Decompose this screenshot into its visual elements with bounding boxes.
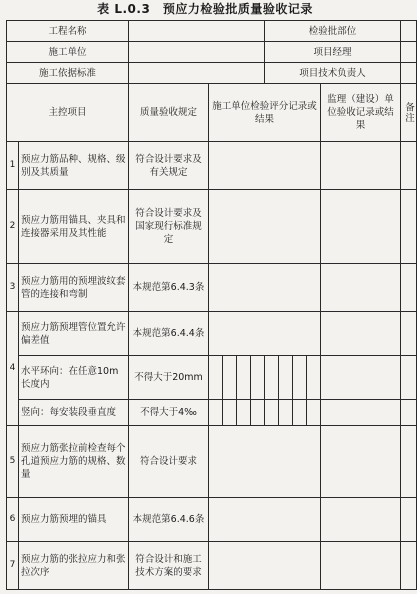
subrow-rule: 不得大于20mm	[129, 356, 209, 400]
col-supervisor-eval: 监理（建设）单位验收记录或结果	[321, 84, 401, 142]
project-name-value[interactable]	[129, 21, 265, 42]
col-remark: 备注	[401, 84, 417, 142]
row-contractor-cell[interactable]	[209, 542, 321, 590]
table-row	[7, 142, 417, 190]
construction-unit-label: 施工单位	[7, 42, 129, 63]
measure-cell[interactable]	[307, 356, 321, 400]
table-row	[7, 542, 417, 590]
measure-cell[interactable]	[279, 356, 293, 400]
row-rule: 本规范第6.4.3条	[129, 264, 209, 312]
measure-cell[interactable]	[223, 400, 237, 426]
subrow-item: 水平环向：在任意10m长度内	[19, 356, 129, 400]
measure-cell[interactable]	[237, 356, 251, 400]
table-row	[7, 264, 417, 312]
measure-cell[interactable]	[209, 356, 223, 400]
row-number: 3	[7, 264, 19, 312]
inspection-table	[6, 20, 417, 590]
row-remark-cell[interactable]	[401, 426, 417, 498]
measure-cell[interactable]	[223, 356, 237, 400]
table-title: 表 L.0.3 预应力检验批质量验收记录	[97, 2, 313, 16]
row-rule: 本规范第6.4.6条	[129, 498, 209, 542]
project-manager-label: 项目经理	[265, 42, 401, 63]
row-supervisor-cell[interactable]	[321, 400, 401, 426]
table-subrow	[7, 400, 417, 426]
measure-cell[interactable]	[265, 356, 279, 400]
row-supervisor-cell[interactable]	[321, 498, 401, 542]
row-item: 预应力筋预埋的锚具	[19, 498, 129, 542]
construction-unit-value[interactable]	[129, 42, 265, 63]
row-item: 预应力筋张拉前检查每个孔道预应力筋的规格、数量	[19, 426, 129, 498]
row-contractor-cell[interactable]	[209, 264, 321, 312]
row-supervisor-cell[interactable]	[321, 312, 401, 356]
measure-cell[interactable]	[307, 400, 321, 426]
batch-location-value[interactable]	[401, 21, 417, 42]
row-remark-cell[interactable]	[401, 542, 417, 590]
row-supervisor-cell[interactable]	[321, 190, 401, 264]
measure-cell[interactable]	[237, 400, 251, 426]
inspection-record-sheet	[6, 20, 415, 592]
row-number: 7	[7, 542, 19, 590]
row-remark-cell[interactable]	[401, 142, 417, 190]
project-manager-value[interactable]	[401, 42, 417, 63]
row-rule: 符合设计要求及有关规定	[129, 142, 209, 190]
row-remark-cell[interactable]	[401, 400, 417, 426]
row-number: 1	[7, 142, 19, 190]
measure-cell[interactable]	[251, 356, 265, 400]
row-item: 预应力筋用的预埋波纹套管的连接和弯制	[19, 264, 129, 312]
row-supervisor-cell[interactable]	[321, 356, 401, 400]
row-rule: 符合设计和施工技术方案的要求	[129, 542, 209, 590]
table-row	[7, 426, 417, 498]
measure-cell[interactable]	[209, 400, 223, 426]
row-item: 预应力筋品种、规格、级别及其质量	[19, 142, 129, 190]
standard-label: 施工依据标准	[7, 63, 129, 84]
col-main-item: 主控项目	[7, 84, 129, 142]
row-contractor-cell[interactable]	[209, 498, 321, 542]
row-number: 6	[7, 498, 19, 542]
row-remark-cell[interactable]	[401, 190, 417, 264]
measure-cell[interactable]	[293, 400, 307, 426]
row-remark-cell[interactable]	[401, 498, 417, 542]
row-rule: 符合设计要求	[129, 426, 209, 498]
measure-cell[interactable]	[251, 400, 265, 426]
measure-cell[interactable]	[293, 356, 307, 400]
col-quality-rule: 质量验收规定	[129, 84, 209, 142]
row-supervisor-cell[interactable]	[321, 264, 401, 312]
row-item: 预应力筋的张拉应力和张拉次序	[19, 542, 129, 590]
row-supervisor-cell[interactable]	[321, 426, 401, 498]
row-contractor-cell[interactable]	[209, 426, 321, 498]
row-number: 2	[7, 190, 19, 264]
row-item: 预应力筋用锚具、夹具和连接器采用及其性能	[19, 190, 129, 264]
row-item: 预应力筋预埋管位置允许偏差值	[19, 312, 129, 356]
batch-location-label: 检验批部位	[265, 21, 401, 42]
row-supervisor-cell[interactable]	[321, 142, 401, 190]
row-remark-cell[interactable]	[401, 264, 417, 312]
row-contractor-cell[interactable]	[209, 312, 321, 356]
project-name-label: 工程名称	[7, 21, 129, 42]
subrow-item: 竖向：每安装段垂直度	[19, 400, 129, 426]
row-number: 4	[7, 312, 19, 426]
row-remark-cell[interactable]	[401, 312, 417, 356]
measure-cell[interactable]	[279, 400, 293, 426]
row-number: 5	[7, 426, 19, 498]
row-rule: 本规范第6.4.4条	[129, 312, 209, 356]
table-subrow	[7, 356, 417, 400]
table-row	[7, 190, 417, 264]
subrow-rule: 不得大于4‰	[129, 400, 209, 426]
row-rule: 符合设计要求及国家现行标准规定	[129, 190, 209, 264]
measure-cell[interactable]	[265, 400, 279, 426]
col-contractor-eval: 施工单位检验评分记录或结果	[209, 84, 321, 142]
table-row	[7, 312, 417, 356]
table-row	[7, 498, 417, 542]
row-contractor-cell[interactable]	[209, 190, 321, 264]
row-remark-cell[interactable]	[401, 356, 417, 400]
row-contractor-cell[interactable]	[209, 142, 321, 190]
row-supervisor-cell[interactable]	[321, 542, 401, 590]
tech-lead-label: 项目技术负责人	[265, 63, 401, 84]
tech-lead-value[interactable]	[401, 63, 417, 84]
standard-value[interactable]	[129, 63, 265, 84]
